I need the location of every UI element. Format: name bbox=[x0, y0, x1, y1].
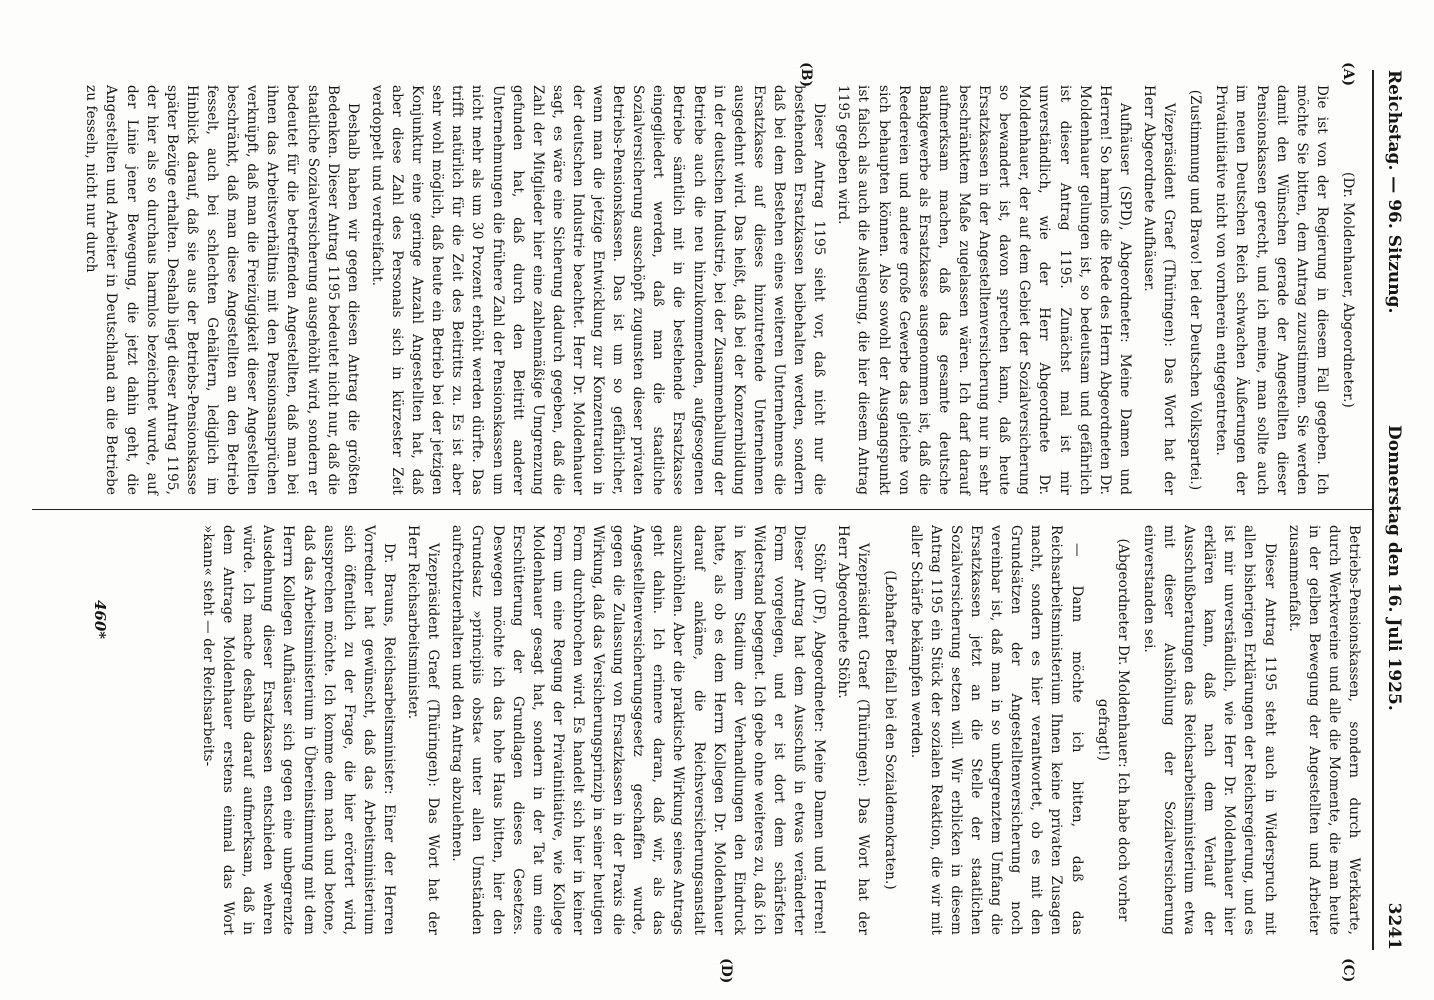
paragraph: — Dann möchte ich bitten, daß das Reichsarbeitsministerium Ihnen keine privaten Zusagen macht, sondern es hier verantwortet, ob es mit den Grundsätzen der Angestelltenversicherung noch vereinbar ist, daß man in so unbegrenztem Umfang die Ersatzkassen jetzt an die Stelle der staatlichen Sozialversicherung setzen will. Wir erblicken in diesem Antrag 1195 ein Stück der sozialen Reaktion, die wir mit aller Schärfe bekämpfen werden. bbox=[907, 525, 1085, 935]
right-column bbox=[194, 525, 1364, 935]
paragraph: Dieser Antrag 1195 steht auch in Widerspruch mit allen bisherigen Erklärungen der Reichsregierung, und es ist mir unverständlich, wie Herr Dr. Moldenhauer hier erklären kann, daß nach dem Verlauf der Ausschußberatungen das Reichsarbeitsministerium etwa mit dieser Aushöhlung der Sozialversicherung einverstanden sei. bbox=[1140, 525, 1278, 935]
header-rule bbox=[1372, 70, 1374, 950]
interjection: (Abgeordneter Dr. Moldenhauer: Ich habe doch vorher gefragt!) bbox=[1094, 538, 1131, 922]
speaker-continuation: (Dr. Moldenhauer, Abgeordneter.) bbox=[1340, 172, 1356, 408]
margin-marker-d: (D) bbox=[718, 958, 734, 984]
paragraph: Die ist von der Regierung in diesem Fall gegeben. Ich möchte Sie bitten, dem Antrag zuzustimmen. Sie werden damit den Wünschen gerade der Angestellten dieser Pensionskassen gerecht, und ich meine, man sollte auch im neuen Deutschen Reich schwachen Äußerungen der Privatinitiative nicht von vornherein entgegentreten. bbox=[1213, 85, 1330, 495]
header-date: Donnerstag den 16. Juli 1925. bbox=[1384, 425, 1404, 711]
paragraph: Dieser Antrag 1195 sieht vor, daß nicht nur die bestehenden Ersatzkassen beibehalten werden, sondern daß bei dem Bestehen eines weiteren Unternehmens die Ersatzkasse auf dieses hinzutretende Unternehmen ausgedehnt wird. Das heißt, daß bei der Konzernbildung in der deutschen Industrie, bei der Zusammenballung der Betriebe auch die neu hinzukommenden, aufgesogenen Betriebe sämtlich mit in die bestehende Ersatzkasse eingegliedert werden, daß man die staatliche Sozialversicherung ausschöpft zugunsten dieser privaten Betriebs-Pensionskassen. Das ist um so gefährlicher, wenn man die jetzige Entwicklung zur Konzentration in der deutschen Industrie beachtet. Herr Dr. Moldenhauer sagt, es wäre eine Sicherung dadurch gegeben, daß die Zahl der Mitglieder hier eine zahlenmäßige Umgrenzung gefunden hat, daß durch den Beitritt anderer Unternehmungen die frühere Zahl der Pensionskassen um nicht mehr als um 30 Prozent erhöht werden dürfte. Das trifft natürlich für die Zeit des Beitritts zu. Es ist aber sehr wohl möglich, daß heute ein Betrieb bei der jetzigen Konjunktur eine geringe Anzahl Angestellten hat, daß aber diese Zahl des Personals sich in kürzester Zeit verdoppelt und verdreifacht. bbox=[368, 85, 828, 495]
left-column bbox=[77, 85, 1364, 495]
paragraph: Aufhäuser (SPD), Abgeordneter: Meine Damen und Herren! So harmlos die Rede des Herrn Abgeordneten Dr. Moldenhauer gelungen ist, so bedeutsam und gefährlich ist dieser Antrag 1195. Zunächst mal ist mir unverständlich, wie der Herr Abgeordnete Dr. Moldenhauer, der auf dem Gebiet der Sozialversicherung so bewandert ist, davon sprechen kann, daß heute Ersatzkassen in der Angestelltenversicherung nur in sehr beschränktem Maße zugelassen wären. Ich darf darauf aufmerksam machen, daß das gesamte deutsche Bankgewerbe als Ersatzkasse ausgenommen ist, daß die Reedereien und andere große Gewerbe das gleiche von sich behaupten können. Also sowohl der Ausgangspunkt ist falsch als auch die Auslegung, die hier diesem Antrag 1195 gegeben wird. bbox=[835, 85, 1133, 495]
interjection: (Lebhafter Beifall bei den Sozialdemokraten.) bbox=[881, 570, 898, 890]
margin-marker-b: (B) bbox=[798, 62, 814, 88]
paragraph: Vizepräsident Graef (Thüringen): Das Wort hat der Herr Abgeordnete Stöhr. bbox=[835, 525, 872, 935]
margin-marker-c: (C) bbox=[1340, 958, 1356, 983]
page-header bbox=[1372, 70, 1412, 950]
paragraph: Dr. Brauns, Reichsarbeitsminister: Einer der Herren Vorredner hat gewünscht, daß das Arbeitsministerium sich öffentlich zu der Frage, die hier erörtert wird, aussprechen möchte. Ich komme dem nach und betone, daß das Arbeitsministerium in Übereinstimmung mit dem Herrn Kollegen Aufhäuser sich gegen eine unbegrenzte Ausdehnung dieser Ersatzkassen entschieden wehren würde. Ich mache deshalb darauf aufmerksam, daß in dem Antrage Moldenhauer erstens einmal das Wort »kann« steht — der Reichsarbeits- bbox=[199, 525, 397, 935]
margin-marker-a: (A) bbox=[1340, 62, 1356, 87]
paragraph: Deshalb haben wir gegen diesen Antrag die größten Bedenken. Dieser Antrag 1195 bedeutet nicht nur, daß die staatliche Sozialversicherung ausgehöhlt wird, sondern er bedeutet für die betreffenden Angestellten, daß man bei ihnen das Arbeitsverhältnis mit den Pensionsansprüchen verknüpft, daß man die Freizügigkeit dieser Angestellten beschränkt, daß man diese Angestellten an den Betrieb fesselt, auch bei schlechten Gehältern, lediglich im Hinblick darauf, daß sie aus der Betriebs-Pensionskasse später Bezüge erhalten. Deshalb liegt dieser Antrag 1195, der hier als so durchaus harmlos bezeichnet wurde, auf der Linie jener Bewegung, die jetzt dahin geht, die Angestellten und Arbeiter in Deutschland an die Betriebe zu fesseln, nicht nur durch bbox=[83, 85, 361, 495]
paragraph: Vizepräsident Graef (Thüringen): Das Wort hat der Herr Reichsarbeitsminister. bbox=[405, 525, 442, 935]
interjection: (Zustimmung und Bravo! bei der Deutschen Volkspartei.) bbox=[1187, 89, 1204, 491]
paragraph: Stöhr (DF), Abgeordneter: Meine Damen und Herren! Dieser Antrag hat dem Ausschuß in etwas veränderter Form vorgelegen, und er ist dort dem schärfsten Widerstand begegnet. Ich gebe ohne weiteres zu, daß ich in keinem Stadium der Verhandlungen den Eindruck hatte, als ob es dem Herrn Kollegen Dr. Moldenhauer darauf ankäme, die Reichsversicherungsanstalt auszuhöhlen. Aber die praktische Wirkung seines Antrags geht dahin. Ich erinnere daran, daß wir, als das Angestelltenversicherungsgesetz geschaffen wurde, gegen die Zulassung von Ersatzkassen in der Praxis die Wirkung, daß das Versicherungsprinzip in seiner heutigen Form durchbrochen wird. Es handelt sich hier in keiner Form um eine Regung der Privatinitiative, wie Kollege Moldenhauer gesagt hat, sondern in der Tat um eine Erschütterung der Grundlagen dieses Gesetzes. Deswegen möchte ich das hohe Haus bitten, hier den Grundsatz »principiis obsta« unter allen Umständen aufrechtzuerhalten und den Antrag abzulehnen. bbox=[449, 525, 828, 935]
paragraph: Vizepräsident Graef (Thüringen): Das Wort hat der Herr Abgeordnete Aufhäuser. bbox=[1141, 85, 1178, 495]
paragraph: Betriebs-Pensionskassen, sondern durch Werkkarte, durch Werkvereine und alle die Momente, die man heute in der gelben Bewegung der Angestellten und Arbeiter zusammenfaßt. bbox=[1285, 525, 1362, 935]
column-divider bbox=[32, 509, 1372, 510]
page-signature: 460* bbox=[91, 600, 109, 640]
page-number: 3241 bbox=[1384, 902, 1404, 950]
header-session: Reichstag. — 96. Sitzung. bbox=[1384, 70, 1404, 314]
